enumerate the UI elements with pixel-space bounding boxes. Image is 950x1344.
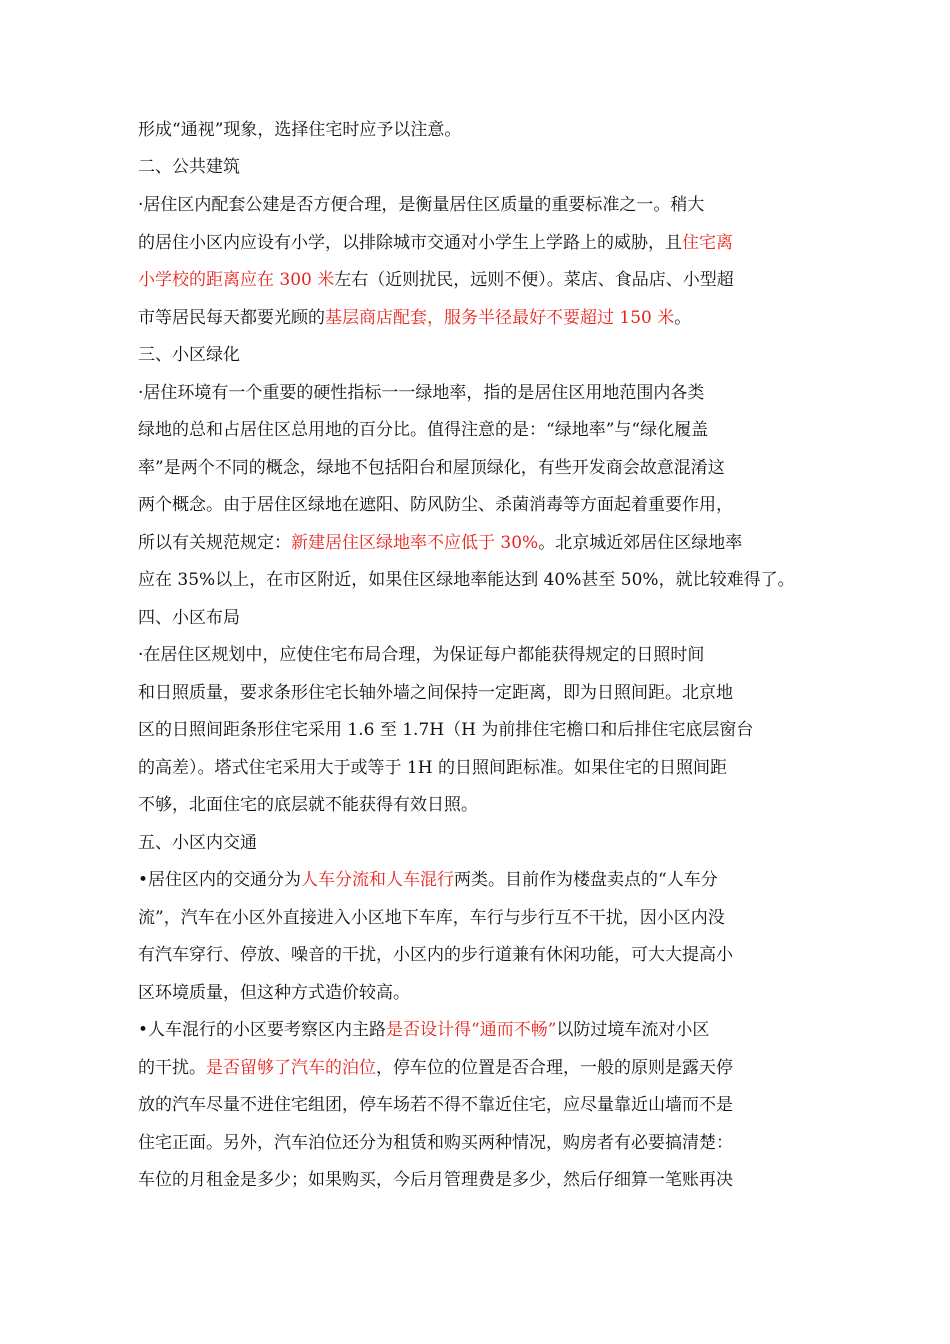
text-line	[138, 193, 704, 217]
text-segment: 区环境质量，但这种方式造价较高。	[138, 983, 410, 1003]
text-segment: 有汽车穿行、停放、噪音的干扰，小区内的步行道兼有休闲功能，可大大提高小	[138, 945, 733, 965]
highlighted-text: 是否设计得“通而不畅”	[386, 1020, 557, 1040]
text-line	[138, 418, 708, 442]
text-line	[138, 1131, 733, 1155]
text-segment: 。	[674, 308, 692, 328]
highlighted-text: 人车分流和人车混行	[301, 870, 455, 890]
text-line	[138, 531, 742, 555]
text-line	[138, 793, 478, 817]
text-segment: 应在 35%以上，在市区附近，如果住区绿地率能达到 40%甚至 50%，就比较难得了。	[138, 570, 795, 590]
text-line	[138, 756, 727, 780]
text-line	[138, 568, 795, 592]
text-line	[138, 943, 733, 967]
text-line	[138, 1093, 733, 1117]
text-segment: 的高差）。塔式住宅采用大于或等于 1H 的日照间距标准。如果住宅的日照间距	[138, 758, 727, 778]
text-line	[138, 1056, 733, 1080]
text-line	[138, 456, 725, 480]
text-segment: 区的日照间距条形住宅采用 1.6 至 1.7H（H 为前排住宅檐口和后排住宅底层窗台	[138, 720, 754, 740]
text-segment: ·居住区内配套公建是否方便合理，是衡量居住区质量的重要标准之一。稍大	[138, 195, 705, 215]
text-line	[138, 831, 257, 855]
text-segment: 所以有关规范规定：	[138, 533, 291, 553]
text-line	[138, 606, 240, 630]
text-segment: 以防过境车流对小区	[556, 1020, 710, 1040]
text-line	[138, 268, 734, 292]
text-line	[138, 643, 704, 667]
text-segment: •人车混行的小区要考察区内主路	[138, 1020, 387, 1040]
text-segment: 形成“通视”现象，选择住宅时应予以注意。	[138, 120, 462, 140]
text-segment: ·居住环境有一个重要的硬性指标一一绿地率，指的是居住区用地范围内各类	[138, 383, 705, 403]
text-segment: 两类。目前作为楼盘卖点的“人车分	[454, 870, 718, 890]
text-segment: 和日照质量，要求条形住宅长轴外墙之间保持一定距离，即为日照间距。北京地	[138, 683, 733, 703]
text-segment: 不够，北面住宅的底层就不能获得有效日照。	[138, 795, 478, 815]
text-segment: 两个概念。由于居住区绿地在遮阳、防风防尘、杀菌消毒等方面起着重要作用，	[138, 495, 733, 515]
highlighted-text: 是否留够了汽车的泊位	[206, 1058, 376, 1078]
text-line	[138, 681, 733, 705]
text-line	[138, 155, 240, 179]
text-segment: •居住区内的交通分为	[138, 870, 302, 890]
text-line	[138, 306, 691, 330]
text-line	[138, 118, 461, 142]
text-line	[138, 1168, 733, 1192]
text-line	[138, 1018, 709, 1042]
highlighted-text: 小学校的距离应在 300 米	[138, 270, 335, 290]
text-line	[138, 906, 725, 930]
text-segment: 。北京城近郊居住区绿地率	[538, 533, 743, 553]
text-segment: 绿地的总和占居住区总用地的百分比。值得注意的是：“绿地率”与“绿化履盖	[138, 420, 709, 440]
text-segment: 住宅正面。另外，汽车泊位还分为租赁和购买两种情况，购房者有必要搞清楚：	[138, 1133, 733, 1153]
text-segment: ，停车位的位置是否合理，一般的原则是露天停	[376, 1058, 733, 1078]
highlighted-text: 住宅离	[682, 233, 733, 253]
text-segment: 二、公共建筑	[138, 157, 240, 177]
text-segment: 流”，汽车在小区外直接进入小区地下车库，车行与步行互不干扰，因小区内没	[138, 908, 725, 928]
text-line	[138, 231, 733, 255]
text-segment: 的干扰。	[138, 1058, 206, 1078]
text-segment: 四、小区布局	[138, 608, 240, 628]
text-line	[138, 343, 240, 367]
text-segment: 三、小区绿化	[138, 345, 240, 365]
text-segment: 五、小区内交通	[138, 833, 257, 853]
text-segment: 的居住小区内应设有小学，以排除城市交通对小学生上学路上的威胁，且	[138, 233, 682, 253]
text-segment: ·在居住区规划中，应使住宅布局合理，为保证每户都能获得规定的日照时间	[138, 645, 705, 665]
text-line	[138, 718, 753, 742]
text-line	[138, 381, 704, 405]
text-line	[138, 493, 733, 517]
highlighted-text: 新建居住区绿地率不应低于 30%	[291, 533, 539, 553]
text-segment: 车位的月租金是多少；如果购买，今后月管理费是多少，然后仔细算一笔账再决	[138, 1170, 733, 1190]
text-segment: 率”是两个不同的概念，绿地不包括阳台和屋顶绿化，有些开发商会故意混淆这	[138, 458, 725, 478]
text-line	[138, 981, 410, 1005]
text-line	[138, 868, 718, 892]
text-segment: 放的汽车尽量不进住宅组团，停车场若不得不靠近住宅，应尽量靠近山墙而不是	[138, 1095, 733, 1115]
highlighted-text: 基层商店配套，服务半径最好不要超过 150 米	[325, 308, 675, 328]
text-segment: 左右（近则扰民，远则不便）。菜店、食品店、小型超	[334, 270, 734, 290]
text-segment: 市等居民每天都要光顾的	[138, 308, 325, 328]
